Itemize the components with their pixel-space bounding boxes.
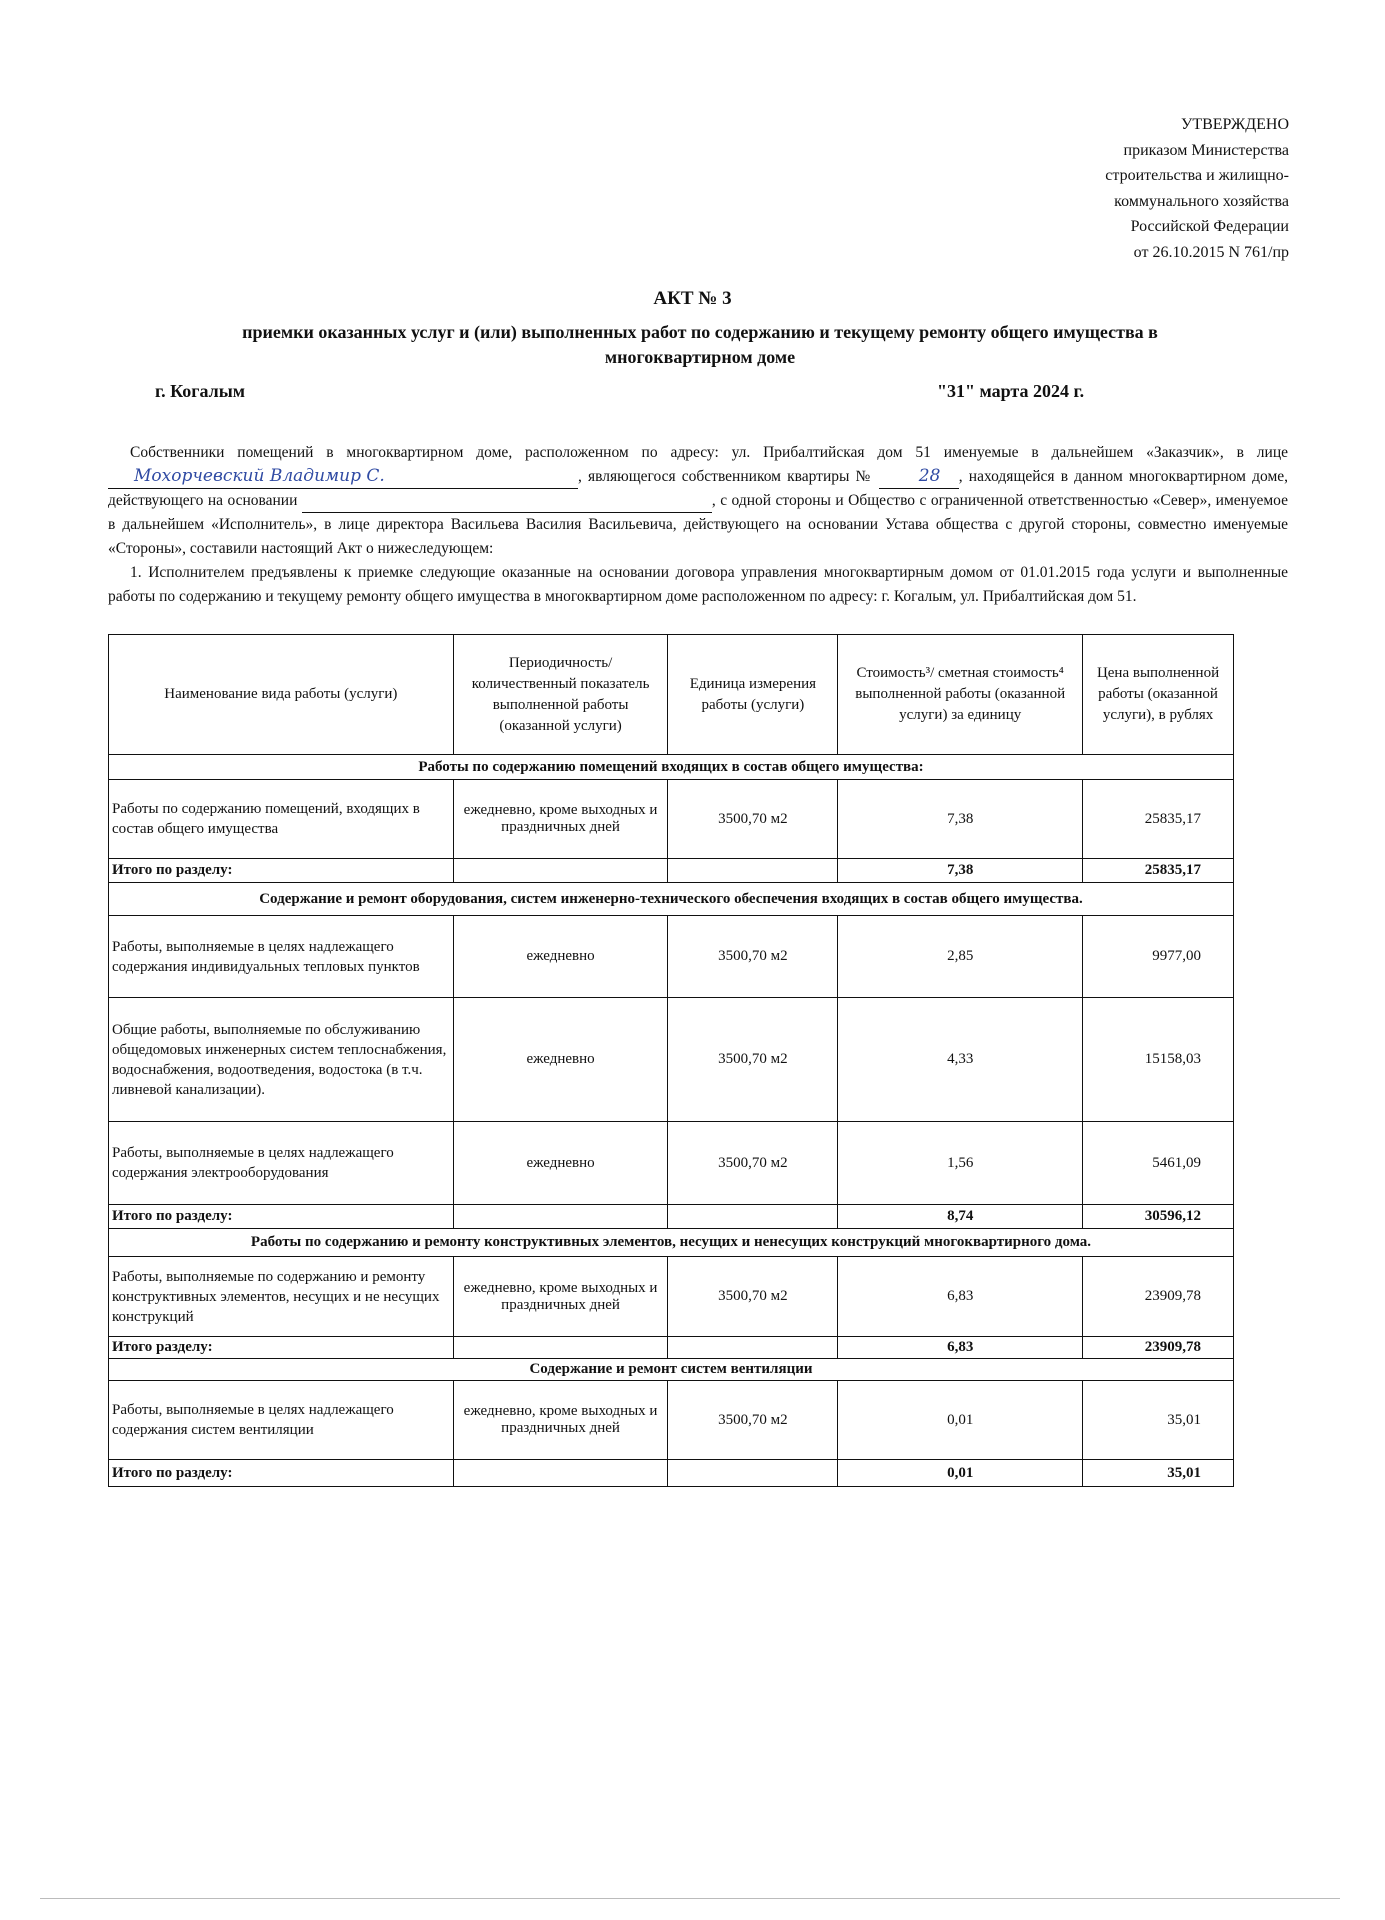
approval-line: приказом Министерства xyxy=(1123,141,1289,159)
total-price: 23909,78 xyxy=(1083,1337,1234,1359)
intro-part-3: , находящейся в данном многоквартирном доме, действующего на основании xyxy=(108,468,1289,509)
row-name: Работы, выполняемые по содержанию и ремонту конструктивных элементов, несущих и не несущих конструкций xyxy=(109,1257,454,1337)
row-unit: 3500,70 м2 xyxy=(668,998,838,1122)
header-name: Наименование вида работы (услуги) xyxy=(109,635,454,755)
owner-name-handwritten: Мохорчевский Владимир С. xyxy=(134,466,385,486)
row-unit: 3500,70 м2 xyxy=(668,1257,838,1337)
row-name: Работы по содержанию помещений, входящих в состав общего имущества xyxy=(109,780,454,859)
row-price: 25835,17 xyxy=(1083,780,1234,859)
total-label: Итого разделу: xyxy=(109,1337,454,1359)
row-name: Общие работы, выполняемые по обслуживанию общедомовых инженерных систем теплоснабжения, водоснабжения, водоотведения, водостока (в т.ч. ливневой канализации). xyxy=(109,998,454,1122)
row-cost: 0,01 xyxy=(838,1381,1083,1460)
intro-part-2: , являющегося собственником квартиры № xyxy=(578,468,873,485)
owner-name-field xyxy=(108,466,578,489)
total-cost: 7,38 xyxy=(838,859,1083,883)
intro-part-4: , с одной стороны и Общество с ограниченной ответственностью «Север», именуемое в дальнейшем «Исполнитель», в лице директора Васильева Василия Васильевича, действующего на основании Устава общества с другой стороны, совместно именуемые «Стороны», составили настоящий Акт о нижеследующем: xyxy=(108,492,1289,557)
row-period: ежедневно, кроме выходных и праздничных дней xyxy=(453,1257,668,1337)
section-title: Работы по содержанию помещений входящих в состав общего имущества: xyxy=(109,755,1234,780)
apartment-number-handwritten: 28 xyxy=(918,466,941,486)
total-row xyxy=(109,1337,1234,1359)
total-cost: 8,74 xyxy=(838,1205,1083,1229)
scan-edge-divider xyxy=(40,1898,1340,1899)
row-price: 5461,09 xyxy=(1083,1122,1234,1205)
total-row xyxy=(109,1205,1234,1229)
table-row xyxy=(109,1122,1234,1205)
total-price: 35,01 xyxy=(1083,1460,1234,1487)
row-period: ежедневно xyxy=(453,916,668,998)
header-period: Периодичность/ количественный показатель выполненной работы (оказанной услуги) xyxy=(453,635,668,755)
row-period: ежедневно xyxy=(453,1122,668,1205)
works-table xyxy=(108,634,1234,1487)
row-cost: 2,85 xyxy=(838,916,1083,998)
intro-paragraph-2: 1. Исполнителем предъявлены к приемке следующие оказанные на основании договора управления многоквартирным домом от 01.01.2015 года услуги и выполненные работы по содержанию и текущему ремонту общего имущества в многоквартирном доме расположенном по адресу: г. Когалым, ул. Прибалтийская дом 51. xyxy=(108,564,1288,605)
table-row xyxy=(109,780,1234,859)
row-cost: 7,38 xyxy=(838,780,1083,859)
basis-field xyxy=(302,494,712,513)
act-city: г. Когалым xyxy=(155,381,246,401)
table-row xyxy=(109,998,1234,1122)
section-title-row xyxy=(109,755,1234,780)
act-date: "31" марта 2024 г. xyxy=(937,381,1085,401)
total-label: Итого по разделу: xyxy=(109,1460,454,1487)
section-title: Содержание и ремонт оборудования, систем инженерно-технического обеспечения входящих в состав общего имущества. xyxy=(109,883,1234,916)
row-period: ежедневно xyxy=(453,998,668,1122)
total-row xyxy=(109,859,1234,883)
section-title-row xyxy=(109,883,1234,916)
table-row xyxy=(109,1257,1234,1337)
total-row xyxy=(109,1460,1234,1487)
section-title: Работы по содержанию и ремонту конструктивных элементов, несущих и ненесущих конструкций многоквартирного дома. xyxy=(109,1229,1234,1257)
total-empty xyxy=(453,1205,668,1229)
approval-stamp-block xyxy=(1105,112,1289,265)
row-unit: 3500,70 м2 xyxy=(668,916,838,998)
total-empty xyxy=(453,1460,668,1487)
row-unit: 3500,70 м2 xyxy=(668,1381,838,1460)
intro-part-1: Собственники помещений в многоквартирном доме, расположенном по адресу: ул. Прибалтийская дом 51 именуемые в дальнейшем «Заказчик», в лице xyxy=(130,444,1288,461)
act-subtitle: приемки оказанных услуг и (или) выполненных работ по содержанию и текущему ремонту общего имущества в многоквартирном доме xyxy=(242,322,1158,367)
total-price: 25835,17 xyxy=(1083,859,1234,883)
row-price: 9977,00 xyxy=(1083,916,1234,998)
section-title-row xyxy=(109,1359,1234,1381)
row-name: Работы, выполняемые в целях надлежащего содержания электрооборудования xyxy=(109,1122,454,1205)
header-price: Цена выполненной работы (оказанной услуги), в рублях xyxy=(1083,635,1234,755)
section-title-row xyxy=(109,1229,1234,1257)
row-cost: 6,83 xyxy=(838,1257,1083,1337)
row-price: 23909,78 xyxy=(1083,1257,1234,1337)
total-empty xyxy=(668,1460,838,1487)
row-cost: 4,33 xyxy=(838,998,1083,1122)
header-cost: Стоимость³/ сметная стоимость⁴ выполненной работы (оказанной услуги) за единицу xyxy=(838,635,1083,755)
approval-line: Российской Федерации xyxy=(1130,218,1289,235)
row-name: Работы, выполняемые в целях надлежащего содержания систем вентиляции xyxy=(109,1381,454,1460)
total-empty xyxy=(668,859,838,883)
row-cost: 1,56 xyxy=(838,1122,1083,1205)
table-row xyxy=(109,916,1234,998)
row-period: ежедневно, кроме выходных и праздничных дней xyxy=(453,1381,668,1460)
table-header-row xyxy=(109,635,1234,755)
act-title: АКТ № 3 xyxy=(653,288,732,309)
intro-paragraph-1 xyxy=(108,441,1288,561)
approval-line: коммунального хозяйства xyxy=(1114,192,1289,210)
total-label: Итого по разделу: xyxy=(109,1205,454,1229)
total-label: Итого по разделу: xyxy=(109,859,454,883)
header-unit: Единица измерения работы (услуги) xyxy=(668,635,838,755)
total-empty xyxy=(453,859,668,883)
row-unit: 3500,70 м2 xyxy=(668,780,838,859)
total-cost: 0,01 xyxy=(838,1460,1083,1487)
apartment-number-field xyxy=(879,466,959,489)
total-empty xyxy=(668,1337,838,1359)
section-title: Содержание и ремонт систем вентиляции xyxy=(109,1359,1234,1381)
row-unit: 3500,70 м2 xyxy=(668,1122,838,1205)
approval-line: строительства и жилищно- xyxy=(1105,167,1289,184)
row-name: Работы, выполняемые в целях надлежащего содержания индивидуальных тепловых пунктов xyxy=(109,916,454,998)
intro-text xyxy=(108,441,1288,609)
row-period: ежедневно, кроме выходных и праздничных дней xyxy=(453,780,668,859)
row-price: 35,01 xyxy=(1083,1381,1234,1460)
total-cost: 6,83 xyxy=(838,1337,1083,1359)
table-row xyxy=(109,1381,1234,1460)
total-price: 30596,12 xyxy=(1083,1205,1234,1229)
total-empty xyxy=(668,1205,838,1229)
approval-line: УТВЕРЖДЕНО xyxy=(1180,116,1289,133)
approval-line: от 26.10.2015 N 761/пр xyxy=(1133,243,1289,261)
row-price: 15158,03 xyxy=(1083,998,1234,1122)
total-empty xyxy=(453,1337,668,1359)
